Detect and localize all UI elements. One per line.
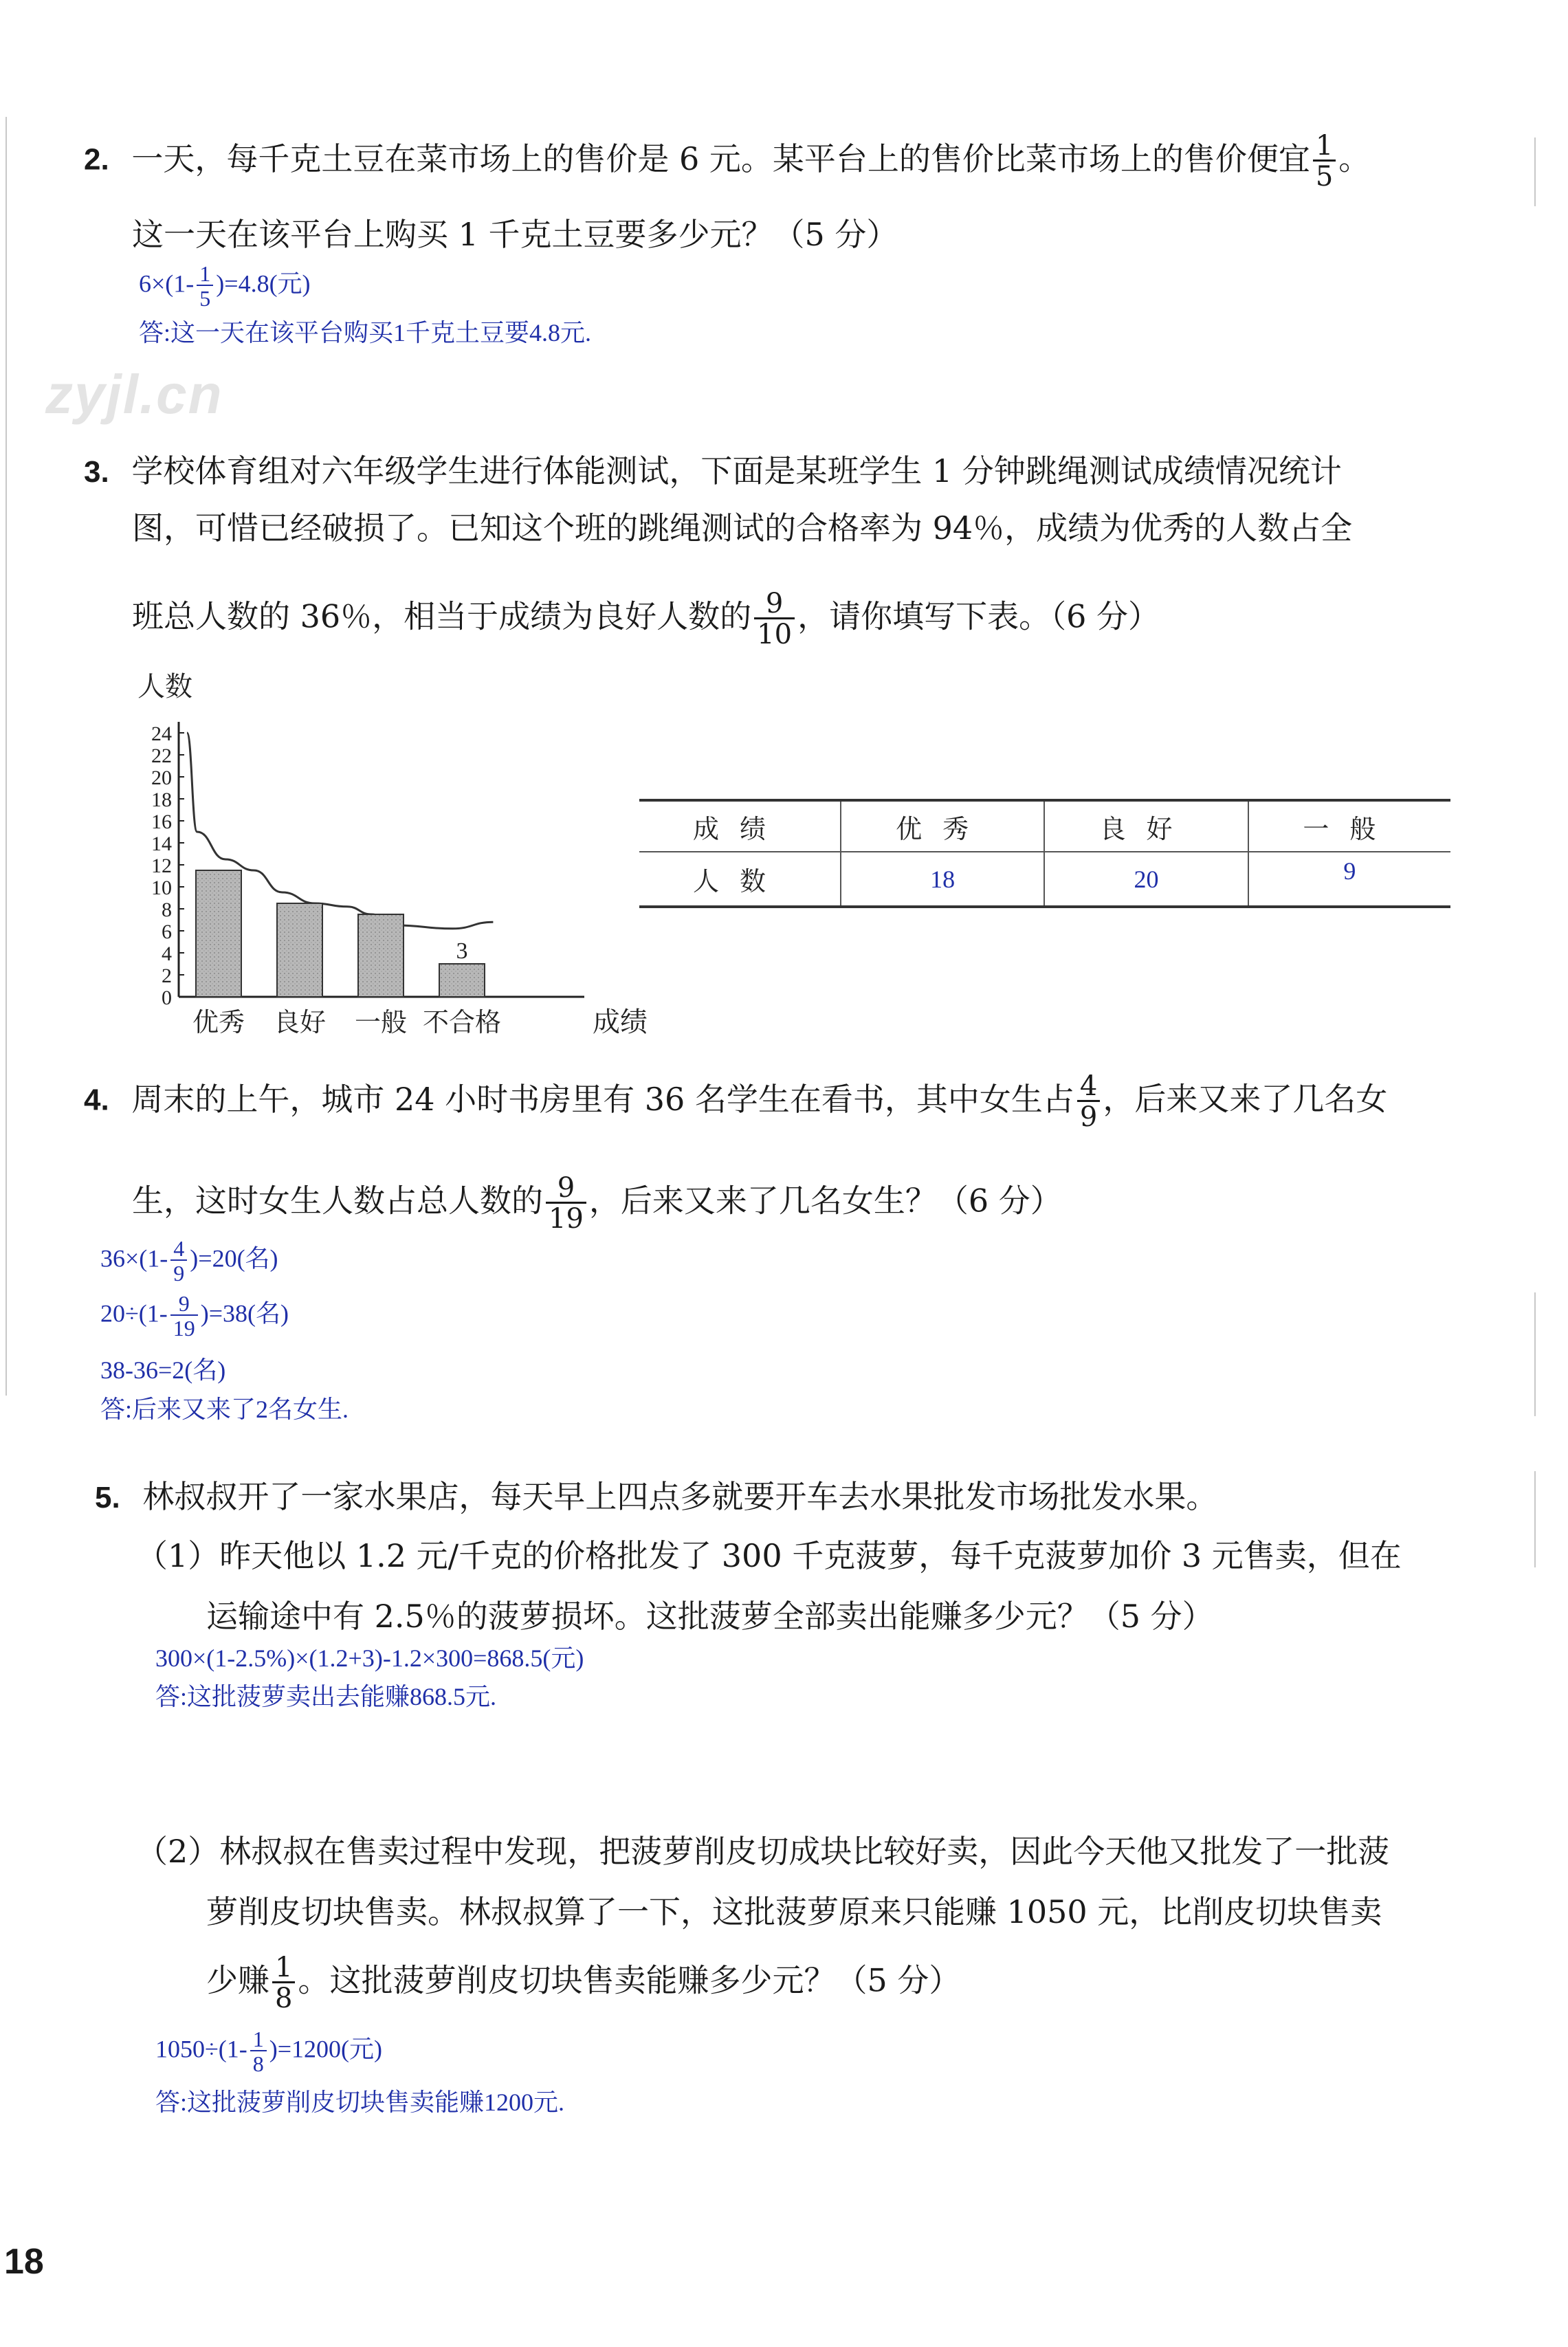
q4-ans1-post: )=20(名) — [190, 1244, 278, 1272]
q2-ans-frac-n: 1 — [199, 261, 211, 286]
table-cell-excellent-count: 18 — [841, 852, 1044, 907]
q4-text-1-post: ，后来又来了几名女 — [1103, 1080, 1388, 1118]
q2-frac-denominator: 5 — [1313, 159, 1336, 190]
table-cell-good-count: 20 — [1044, 852, 1248, 907]
q2-ans-pre: 6×(1- — [139, 269, 195, 298]
jump-rope-bar-chart — [110, 667, 701, 1052]
q5-p2-frac-n: 1 — [275, 1952, 293, 1983]
q3-line3 — [132, 590, 1160, 648]
q4-frac2-d: 19 — [546, 1202, 586, 1233]
q4-text-2-pre: 生，这时女生人数占总人数的 — [132, 1182, 543, 1220]
page-number: 18 — [4, 2242, 44, 2282]
q5-line1 — [95, 1478, 1218, 1515]
right-margin-line-mid — [1534, 1292, 1536, 1416]
q2-text-1: 一天，每千克土豆在菜市场上的售价是 6 元。某平台上的售价比菜市场上的售价便宜 — [131, 140, 1310, 177]
q2-ans-frac-d: 5 — [197, 285, 213, 309]
q3-line2: 图，可惜已经破损了。已知这个班的跳绳测试的合格率为 94％，成绩为优秀的人数占全 — [132, 509, 1353, 547]
watermark: zyjl.cn — [45, 364, 223, 425]
table-row-label: 人数 — [692, 866, 786, 896]
q4-ans1-frac-n: 4 — [173, 1236, 185, 1261]
q5-p2-ans-fraction — [250, 2028, 267, 2075]
q5-p2-text-3-pre: 少赚 — [206, 1961, 269, 1999]
q4-ans1-pre: 36×(1- — [100, 1244, 168, 1272]
q4-ans2-fraction — [170, 1292, 198, 1339]
right-margin-line-bottom — [1534, 1471, 1536, 1567]
score-table-header-row — [639, 800, 1450, 852]
q5-part1-line1: （1）昨天他以 1.2 元/千克的价格批发了 300 千克菠萝，每千克菠萝加价 3 元售卖，但在 — [136, 1537, 1402, 1574]
q2-fraction — [1313, 132, 1336, 190]
chart-x-tick-2: 一般 — [354, 1007, 408, 1037]
chart-x-tick-1: 良好 — [273, 1007, 327, 1037]
q4-ans1-fraction — [170, 1237, 187, 1284]
q4-fraction-1 — [1077, 1072, 1100, 1131]
chart-y-tick-8: 8 — [162, 899, 172, 921]
q3-frac-d: 10 — [754, 617, 795, 648]
chart-y-tick-20: 20 — [151, 767, 172, 789]
q4-number: 4. — [84, 1083, 109, 1117]
q5-part2-line3 — [206, 1954, 960, 2012]
q5-part2-answer-text: 答:这批菠萝削皮切块售卖能赚1200元. — [155, 2089, 565, 2116]
chart-y-tick-0: 0 — [162, 987, 172, 1009]
chart-x-tick-0: 优秀 — [192, 1007, 245, 1037]
q5-part2-line2: 萝削皮切块售卖。林叔叔算了一下，这批菠萝原来只能赚 1050 元，比削皮切块售卖 — [206, 1893, 1382, 1930]
chart-bar-3 — [439, 964, 485, 997]
chart-y-tick-16: 16 — [151, 811, 172, 833]
q5-part1-line2: 运输途中有 2.5％的菠萝损坏。这批菠萝全部卖出能赚多少元？（5 分） — [206, 1598, 1214, 1635]
q3-number: 3. — [84, 455, 109, 489]
chart-bar-2 — [358, 914, 404, 997]
chart-data-label-3: 3 — [456, 938, 468, 964]
q4-answer-step3: 38-36=2(名) — [100, 1356, 226, 1384]
score-table-count-row — [639, 852, 1450, 907]
q4-answer-step1 — [100, 1237, 278, 1284]
chart-y-tick-12: 12 — [151, 855, 172, 877]
q4-frac1-d: 9 — [1077, 1100, 1100, 1131]
q3-text-1: 学校体育组对六年级学生进行体能测试，下面是某班学生 1 分钟跳绳测试成绩情况统计 — [131, 452, 1342, 489]
chart-y-tick-24: 24 — [151, 723, 172, 745]
table-cell-average-count: 9 — [1248, 852, 1450, 907]
q5-p2-ans-post: )=1200(元) — [269, 2035, 383, 2063]
chart-bar-1 — [277, 903, 322, 997]
q5-number: 5. — [95, 1481, 120, 1514]
q2-answer-calc — [139, 263, 311, 309]
score-table — [639, 799, 1450, 908]
chart-y-tick-10: 10 — [151, 877, 172, 899]
left-margin-line — [5, 117, 7, 1396]
q5-part2-answer-calc — [155, 2028, 382, 2075]
q5-p2-ans-pre: 1050÷(1- — [155, 2035, 247, 2063]
q5-part1-answer-calc: 300×(1-2.5%)×(1.2+3)-1.2×300=868.5(元) — [155, 1644, 584, 1672]
chart-y-tick-14: 14 — [151, 833, 172, 855]
q2-ans-fraction — [197, 263, 213, 309]
chart-y-tick-6: 6 — [162, 921, 172, 943]
q5-part2-line1: （2）林叔叔在售卖过程中发现，把菠萝削皮切成块比较好卖，因此今天他又批发了一批菠 — [136, 1833, 1390, 1870]
q4-fraction-2 — [546, 1174, 586, 1233]
q2-line2: 这一天在该平台上购买 1 千克土豆要多少元？（5 分） — [132, 216, 898, 253]
chart-bar-0 — [196, 870, 241, 997]
right-margin-line-top — [1534, 137, 1536, 206]
q4-ans2-pre: 20÷(1- — [100, 1299, 168, 1327]
q4-ans2-frac-n: 9 — [178, 1291, 190, 1316]
q3-text-3-pre: 班总人数的 36％，相当于成绩为良好人数的 — [132, 597, 752, 635]
q5-p2-ans-frac-d: 8 — [250, 2050, 267, 2075]
chart-y-axis-label: 人数 — [137, 671, 192, 703]
q4-line2 — [132, 1174, 1062, 1233]
q2-number: 2. — [84, 142, 109, 177]
q4-text-1-pre: 周末的上午，城市 24 小时书房里有 36 名学生在看书，其中女生占 — [131, 1080, 1074, 1118]
q4-text-2-post: ，后来又来了几名女生？（6 分） — [588, 1182, 1062, 1220]
chart-y-tick-18: 18 — [151, 789, 172, 811]
q5-part1-answer-text: 答:这批菠萝卖出去能赚868.5元. — [155, 1683, 497, 1710]
table-header-excellent: 优秀 — [841, 800, 1044, 852]
q4-ans2-post: )=38(名) — [200, 1299, 289, 1327]
chart-x-tick-3: 不合格 — [422, 1007, 502, 1037]
q4-ans1-frac-d: 9 — [170, 1259, 187, 1284]
q3-text-3-post: ，请你填写下表。（6 分） — [797, 597, 1160, 635]
q2-frac-numerator: 1 — [1315, 130, 1334, 162]
q2-ans-post: )=4.8(元) — [216, 269, 311, 298]
q2-answer-text: 答:这一天在该平台购买1千克土豆要4.8元. — [139, 319, 592, 346]
q4-frac2-n: 9 — [557, 1172, 575, 1204]
q3-fraction — [754, 590, 795, 648]
q3-frac-n: 9 — [765, 588, 784, 619]
chart-y-tick-22: 22 — [151, 745, 172, 767]
q5-p2-text-3-post: 。这批菠萝削皮切块售卖能赚多少元？（5 分） — [298, 1961, 961, 1999]
chart-x-axis-label: 成绩 — [593, 1006, 648, 1038]
chart-y-tick-4: 4 — [162, 943, 172, 965]
q4-ans2-frac-d: 19 — [170, 1314, 198, 1339]
q3-line1 — [84, 452, 1342, 489]
q4-line1 — [84, 1072, 1387, 1131]
table-header-average: 一般 — [1248, 800, 1450, 852]
q4-answer-step2 — [100, 1292, 289, 1339]
table-header-good: 良好 — [1044, 800, 1248, 852]
q2-line1 — [84, 132, 1370, 190]
chart-y-tick-2: 2 — [162, 965, 172, 987]
table-header-score: 成绩 — [639, 800, 841, 852]
q4-answer-text: 答:后来又来了2名女生. — [100, 1396, 349, 1423]
q2-text-1-end: 。 — [1338, 140, 1371, 177]
q5-text-1: 林叔叔开了一家水果店，每天早上四点多就要开车去水果批发市场批发水果。 — [142, 1478, 1218, 1515]
q5-p2-ans-frac-n: 1 — [252, 2027, 264, 2051]
q5-p2-frac-d: 8 — [272, 1981, 295, 2012]
q4-frac1-n: 4 — [1079, 1070, 1098, 1102]
q5-p2-fraction — [272, 1954, 295, 2012]
